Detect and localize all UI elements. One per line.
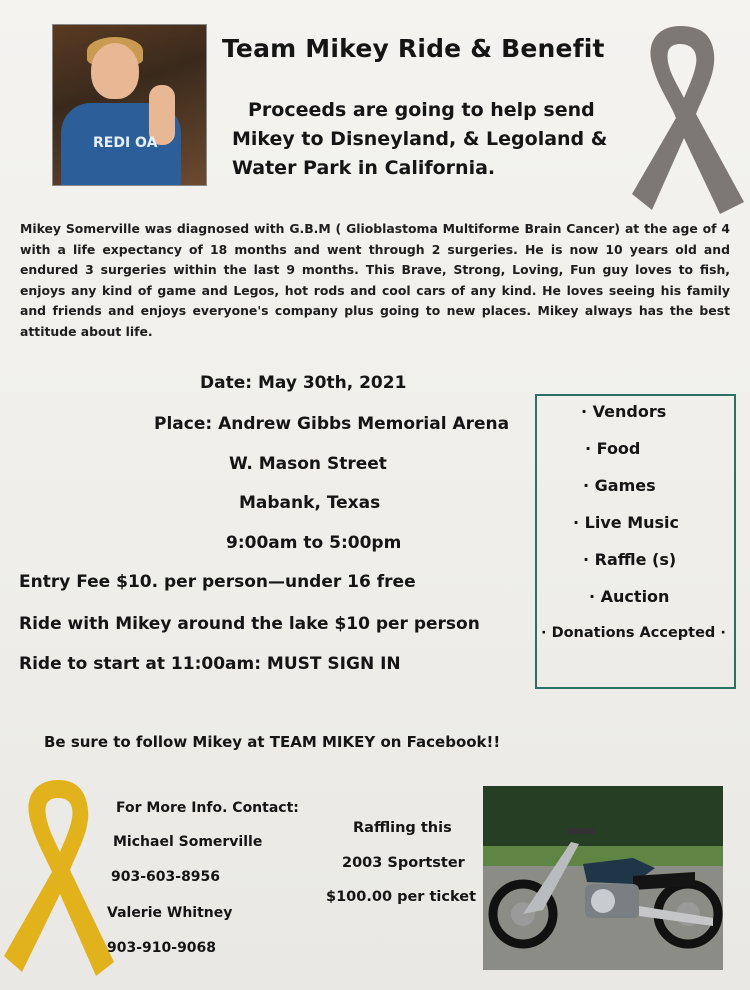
- proceeds-line-3: Water Park in California.: [232, 157, 496, 179]
- raffle-line-2: 2003 Sportster: [342, 855, 465, 871]
- event-city: Mabank, Texas: [239, 493, 381, 513]
- event-time: 9:00am to 5:00pm: [226, 533, 402, 553]
- ride-start: Ride to start at 11:00am: MUST SIGN IN: [19, 654, 401, 674]
- feature-donations: · Donations Accepted ·: [541, 625, 726, 641]
- feature-vendors: · Vendors: [581, 402, 667, 421]
- face: [91, 43, 139, 99]
- event-date: Date: May 30th, 2021: [200, 373, 407, 393]
- proceeds-line-2: Mikey to Disneyland, & Legoland &: [232, 128, 608, 150]
- feature-games: · Games: [583, 476, 656, 495]
- entry-fee: Entry Fee $10. per person—under 16 free: [19, 572, 416, 592]
- shirt-logo: REDI OA: [93, 135, 158, 151]
- contact-heading: For More Info. Contact:: [116, 800, 299, 816]
- event-place: Place: Andrew Gibbs Memorial Arena: [154, 414, 510, 434]
- contact-phone-2: 903-910-9068: [107, 940, 217, 956]
- feature-raffle: · Raffle (s): [583, 550, 677, 569]
- feature-food: · Food: [585, 439, 641, 458]
- follow-facebook: Be sure to follow Mikey at TEAM MIKEY on Facebook!!: [44, 733, 501, 751]
- raffle-line-3: $100.00 per ticket: [326, 889, 477, 905]
- event-street: W. Mason Street: [229, 454, 387, 474]
- story-paragraph: Mikey Somerville was diagnosed with G.B.M ( Glioblastoma Multiforme Brain Cancer) at the age of 4 with a life expectancy of 18 months and went through 2 surgeries. He is now 10 years old and endured 3 surgeries within the last 9 months. This Brave, Strong, Loving, Fun guy loves to fish, enjoys any kind of game and Legos, hot rods and cool cars of any kind. He loves seeing his family and friends and enjoys everyone's company plus going to new places. Mikey always has the best attitude about life.: [20, 221, 730, 339]
- raffle-line-1: Raffling this: [353, 820, 452, 836]
- gray-ribbon-icon: [618, 18, 750, 214]
- ride-lake: Ride with Mikey around the lake $10 per person: [19, 614, 480, 634]
- feature-auction: · Auction: [589, 587, 670, 606]
- photo-motorcycle: [483, 786, 723, 970]
- gold-ribbon-icon: [0, 776, 116, 976]
- proceeds-text: [232, 96, 612, 183]
- contact-name-1: Michael Somerville: [113, 834, 263, 850]
- proceeds-line-1: Proceeds are going to help send: [248, 99, 595, 121]
- page-title: Team Mikey Ride & Benefit: [222, 34, 605, 63]
- contact-phone-1: 903-603-8956: [111, 869, 221, 885]
- contact-name-2: Valerie Whitney: [107, 905, 233, 921]
- photo-mikey: [52, 24, 207, 186]
- motorcycle-icon: [483, 786, 723, 970]
- features-box: [535, 394, 736, 689]
- feature-live-music: · Live Music: [573, 513, 679, 532]
